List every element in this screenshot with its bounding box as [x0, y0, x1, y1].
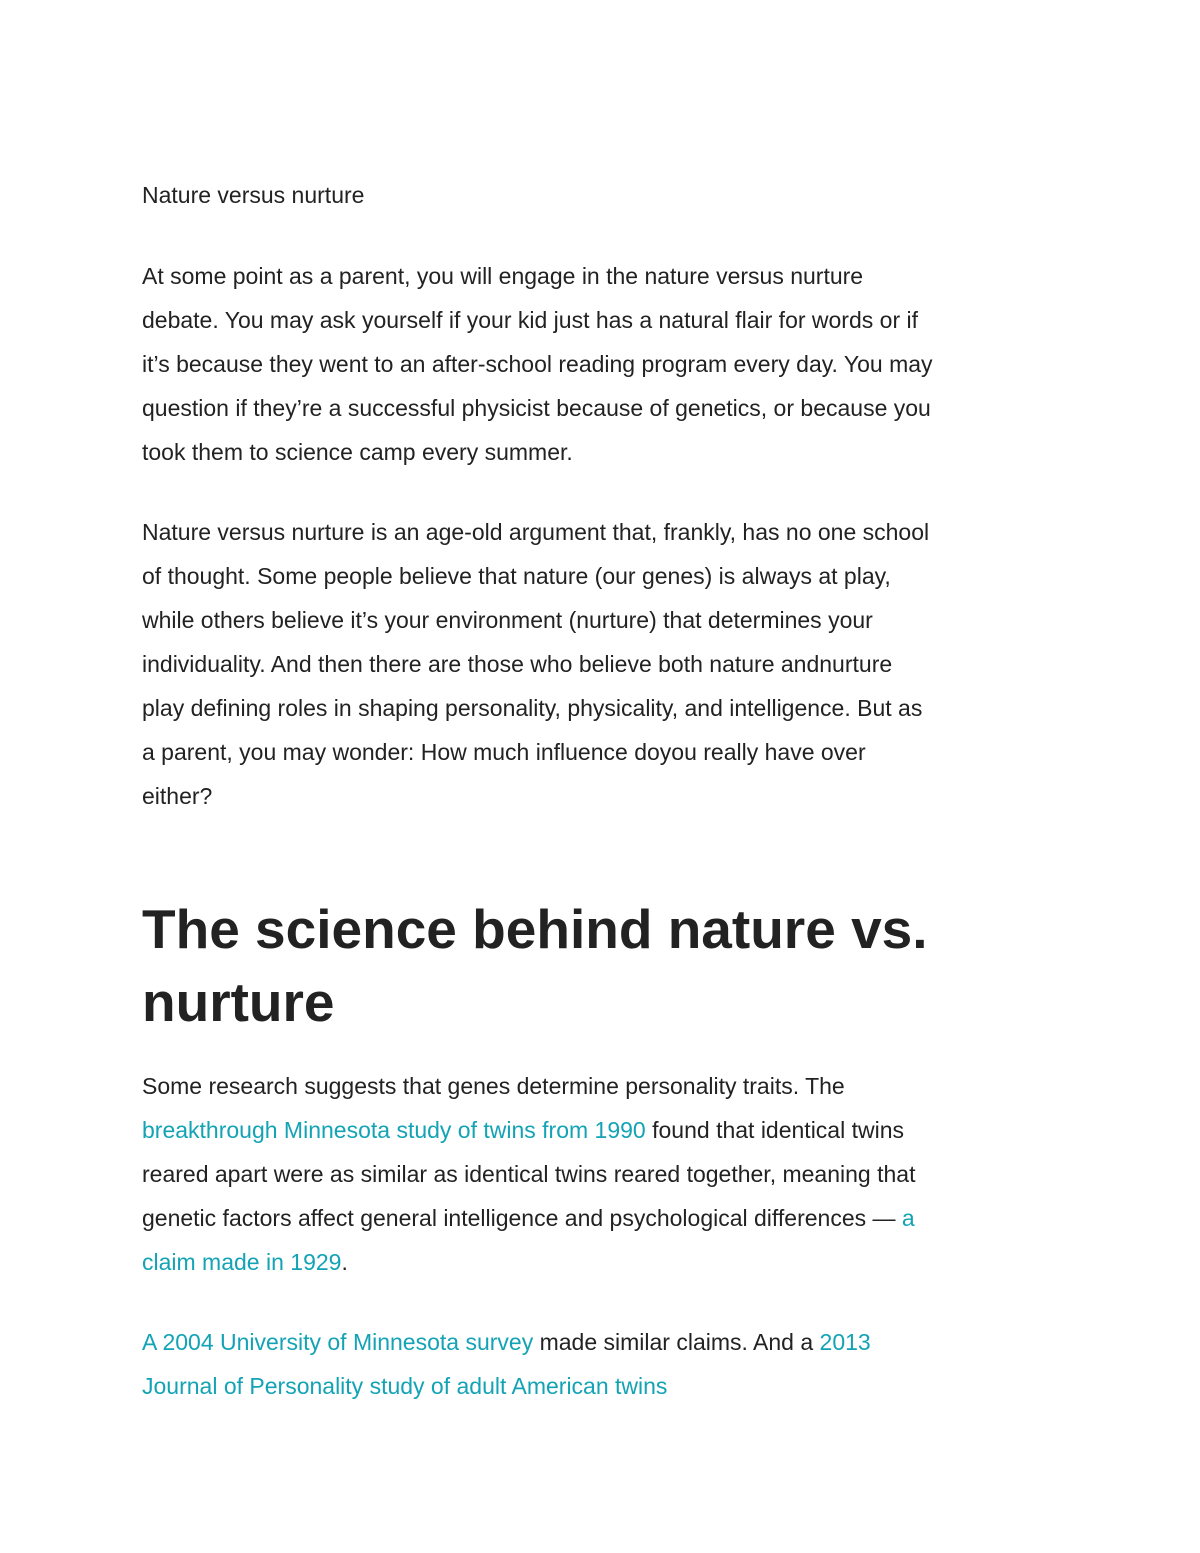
paragraph-line [142, 1320, 1072, 1364]
paragraph-line: Nature versus nurture is an age-old argument that, frankly, has no one school [142, 519, 930, 545]
paragraph-line: took them to science camp every summer. [142, 439, 573, 465]
claim-1929-link[interactable]: a [901, 1205, 915, 1231]
section-heading [142, 893, 928, 1039]
paragraph-text: found that identical twins [645, 1117, 905, 1143]
paragraph-line: either? [142, 783, 213, 809]
paragraph-line [142, 1196, 1072, 1240]
intro-paragraph [142, 254, 1072, 474]
survey-2004-link[interactable]: A 2004 University of Minnesota survey [142, 1329, 534, 1355]
paragraph-line: At some point as a parent, you will engage in the nature versus nurture [142, 263, 864, 289]
paragraph-line: of thought. Some people believe that nature (our genes) is always at play, [142, 563, 891, 589]
claim-1929-link-continued[interactable]: claim made in 1929 [142, 1249, 342, 1275]
paragraph-text: made similar claims. And a [533, 1329, 820, 1355]
journal-2013-link-continued[interactable]: Journal of Personality study of adult American twins [142, 1373, 668, 1399]
paragraph-line: reared apart were as similar as identical twins reared together, meaning that [142, 1161, 916, 1187]
paragraph-line: while others believe it’s your environment (nurture) that determines your [142, 607, 873, 633]
paragraph-text: . [341, 1249, 348, 1275]
heading-line: nurture [142, 971, 335, 1033]
paragraph-line [142, 1108, 1072, 1152]
paragraph-line: debate. You may ask yourself if your kid just has a natural flair for words or if [142, 307, 918, 333]
heading-line: The science behind nature vs. [142, 898, 928, 960]
paragraph-line: play defining roles in shaping personality, physicality, and intelligence. But as [142, 695, 923, 721]
paragraph-line: it’s because they went to an after-school reading program every day. You may [142, 351, 933, 377]
paragraph-line: question if they’re a successful physicist because of genetics, or because you [142, 395, 931, 421]
journal-2013-link[interactable]: 2013 [819, 1329, 871, 1355]
nature-nurture-paragraph [142, 510, 1072, 818]
paragraph-text: genetic factors affect general intelligence and psychological differences — [142, 1205, 902, 1231]
research-paragraph [142, 1064, 1072, 1284]
minnesota-1990-study-link[interactable]: breakthrough Minnesota study of twins from 1990 [142, 1117, 646, 1143]
survey-paragraph [142, 1320, 1072, 1408]
document-title: Nature versus nurture [142, 182, 365, 208]
paragraph-line: a parent, you may wonder: How much influence doyou really have over [142, 739, 866, 765]
paragraph-line: Some research suggests that genes determine personality traits. The [142, 1073, 845, 1099]
paragraph-line: individuality. And then there are those who believe both nature andnurture [142, 651, 893, 677]
paragraph-line [142, 1364, 1072, 1408]
paragraph-line [142, 1240, 1072, 1284]
